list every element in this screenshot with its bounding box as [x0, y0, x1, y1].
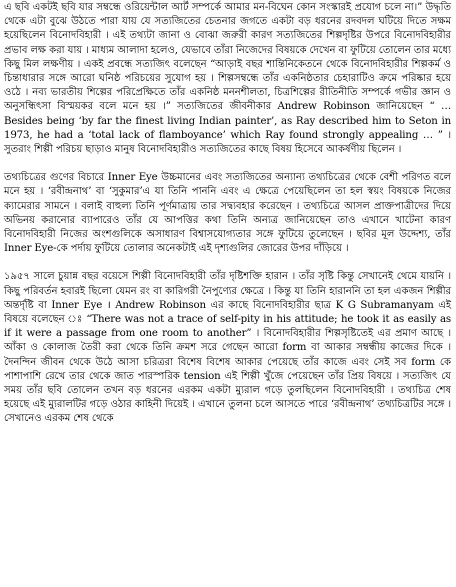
paragraph-gap [4, 157, 451, 171]
paragraph-gap [4, 256, 451, 270]
paragraph-3: ১৯৫৭ সালে চুয়ান্ন বছর বয়েসে শিল্পী বিনোদবিহারী তাঁর দৃষ্টিশক্তি হারান । তাঁর সৃষ্টি কিন্তু সেখানেই থেমে যায়নি । কিছু পরিবর্তন হবারই ছিলো যেমন রং বা কারিগরী নৈপুণ্যের ক্ষেত্রে । কিন্তু যা তিনি হারাননি তা হল একজন শিল্পীর অন্তর্দৃষ্টি বা Inner Eye । Andrew Robinson এর কাছে বিনোদবিহারীর ছাত্র K G Subramanyam এই বিষয়ে বলেছেন ঃ “There was not a trace of self-pity in his attitude; he took it as easily as if it were a passage from one room to another” । বিনোদবিহারীর শিল্পসৃষ্টিতেই এর প্রমাণ আছে । আঁকা ও কোলাজ তৈরী করা থেকে তিনি ক্রমশ সরে গেছেন আরো form বা আকার সম্বন্ধীয় কাজের দিকে । দৈনন্দিন জীবন থেকে উঠে আসা চরিত্ররা বিশেষ বিশেষ আকার পেয়েছে তাঁর কাজে এবং সেই সব form কে পাশাপাশি রেখে তার থেকে জাত পারস্পরিক tension এই শিল্পী খুঁজে পেয়েছেন তাঁর প্রিয় বিষয়ে । সত্যজিৎ যে সময় তাঁর ছবি তোলেন তখন বড় ধরনের এরকম একটা ম্যুরাল গড়ে তুলছিলেন বিনোদবিহারী । তথ্যচিত্র শেষ হয়েছে এই ম্যুরালটির গড়ে ওঠার কাহিনী দিয়েই । এখানে তুলনা চলে আসতে পারে ‘রবীন্দ্রনাথ’ তথ্যচিত্রটির সঙ্গে । সেখানেও এরকম শেষ থেকে [4, 271, 451, 425]
paragraph-2: তথ্যচিত্রের গুণের বিচারে Inner Eye উচ্চমানের এবং সত্যজিতের অন্যান্য তথ্যচিত্রের থেকে বেশী পরিণত বলে মনে হয় । ‘রবীন্দ্রনাথ’ বা ‘সুকুমার’এ যা তিনি পাননি এবং এ ক্ষেত্রে পেয়েছিলেন তা হল স্বয়ং বিষয়কে নিজের ক্যামেরার সামনে । বলাই বাহুল্য তিনি পূর্ণমাত্রায় তার সদ্ব্যবহার করেছেন । তথ্যচিত্রে আসল প্রাক্তপাত্রীদের দিয়ে অভিনয় করানোর ব্যাপারেও তাঁর যে আপত্তির কথা তিনি অন্যত্র জানিয়েছেন তাও এখানে খাটেনা কারণ বিনোদবিহারী নিজের অংশগুলিকে অসাধারণ বিশ্বাসযোগ্যতার সঙ্গে ফুটিয়ে তুলেছেন । ছবির মূল উদ্দেশ্য, তাঁর Inner Eye-কে পর্দায় ফুটিয়ে তোলার অনেকটাই এই দৃশ্যগুলির জোরের উপর দাঁড়িয়ে । [4, 172, 451, 255]
paragraph-1: এ ছবি একটই ছবি যার সম্বন্ধে ওরিয়েন্টাল আর্ট সম্পর্কে আমার মন-বিঘেন কোন সংস্কারই প্রযোগ চলে না।” উদ্ধৃতি থেকে এটা বুঝে উঠতে পারা যায় যে সত্যজিতের চেতনার জগতে একটা বড় ধরনের রদবদল ঘটিয়ে দিতে সক্ষম হয়েছিলেন বিনোদবিহারী । এই তথ্যটা জানা ও বোঝা জরুরী কারণ সত্যজিতের শিল্পদৃষ্টির উপরে বিনোদবিহারীর প্রভাব লক্ষ করা যায় । মাধ্যম আলাদা হলেও, যেভাবে তাঁরা নিজেদের বিষয়কে দেখেন বা ফুটিয়ে তোলেন তার মধ্যে কিছু মিল লক্ষণীয় । একই প্রবন্ধে সত্যজিৎ বলেছেন “আড়াই বছর শান্তিনিকেতনে থেকে বিনোদবিহারীর শিল্পকর্ম ও চিন্তাধারার সঙ্গে আরো ঘনিষ্ঠ পরিচয়ের সুযোগ হয় । শিল্পসম্বন্ধে তাঁর একনিষ্ঠতার চেহারাটিও ক্রমে পরিষ্কার হয়ে ওঠে । নব্য ভারতীয় শিল্পের পরিপ্রেক্ষিতে তাঁর একনিষ্ঠ মননশীলতা, চিত্রশিল্পের রীতিনীতি সম্পর্কে গভীর জ্ঞান ও অনুসন্ধিৎসা বিস্ময়কর বলে মনে হয় ।” সত্যজিতের জীবনীকার Andrew Robinson জানিয়েছেন “ … Besides being ‘by far the finest living Indian painter’, as Ray described him to Seton in 1973, he had a ‘total lack of flamboyance’ which Ray found strongly appealing … ” । সুতরাং শিল্পী পরিচয় ছাড়াও মানুষ বিনোদবিহারীও সত্যজিতের কাছে বিষয় হিসেবে আকর্ষণীয় ছিলেন । [4, 2, 451, 156]
